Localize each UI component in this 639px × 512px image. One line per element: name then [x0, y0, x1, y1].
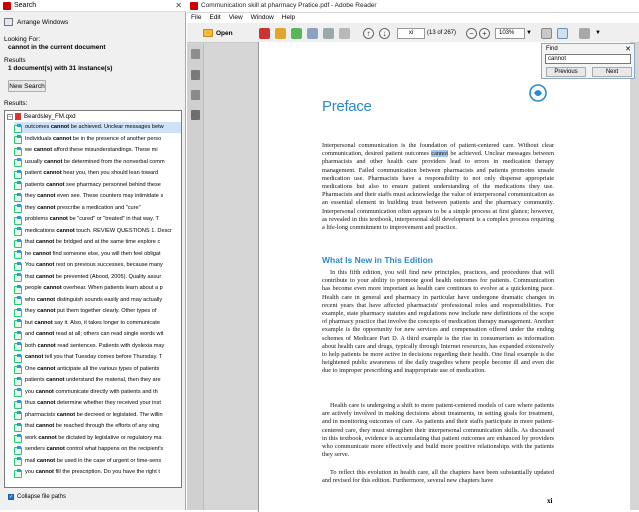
search-panel [0, 0, 186, 510]
tools-icon[interactable] [579, 28, 590, 39]
search-result-text: that cannot be reached through the efforts of any sing [25, 423, 160, 430]
search-result-row[interactable] [14, 467, 182, 478]
menu-file[interactable]: File [191, 14, 202, 21]
search-result-icon [14, 457, 22, 464]
arrange-windows-button[interactable] [4, 16, 68, 28]
search-result-text: senders cannot control what happens on the recipient's [25, 446, 164, 453]
search-result-text: work cannot be dictated by legislative or regulatory ma [25, 434, 162, 441]
search-result-text: thus cannot determine whether they received your inst [25, 400, 161, 407]
search-result-icon [14, 204, 22, 211]
search-result-text: they cannot even see. These counters may intimidate s [25, 193, 164, 200]
collapse-file-paths-checkbox[interactable] [8, 494, 66, 500]
search-result-icon [14, 262, 22, 269]
arrange-windows-icon [4, 18, 13, 26]
reader-titlebar [187, 0, 639, 12]
paragraph-intro-start: Interpersonal communication is the foundation of patient-centered care. Without clear communication, desired patient outcomes [322, 142, 554, 158]
search-result-text: that cannot be bridged and at the same time explore c [25, 239, 161, 246]
search-result-icon [14, 319, 22, 326]
search-result-icon [14, 181, 22, 188]
search-result-icon [14, 273, 22, 280]
search-result-row[interactable] [14, 318, 182, 329]
zoom-out-icon[interactable]: − [466, 28, 477, 39]
menu-window[interactable]: Window [250, 14, 274, 21]
search-result-text: people cannot overhear. When patients learn about a p [25, 285, 163, 292]
search-result-text: problems cannot be "cured" or "treated" in that way. T [25, 216, 159, 223]
search-result-icon [14, 193, 22, 200]
navigation-pane [187, 44, 204, 510]
search-result-row[interactable] [14, 387, 182, 398]
results-summary: 1 document(s) with 31 instance(s) [8, 65, 113, 72]
results-list[interactable] [4, 110, 182, 488]
pages-icon[interactable] [191, 49, 200, 59]
search-result-text: he cannot find someone else, you will then feel obligat [25, 250, 161, 257]
search-result-row[interactable] [14, 272, 182, 283]
paragraph-new-edition: In this fifth edition, you will find new principles, practices, and procedures that will contribute to your ability to promote good health outcomes for patients. Communication has become even more important as health care continues to evolve at a quickening pace. Health care in general and pharmacy in particular have undergone dramatic changes in recent years that have affected pharmacists' professional roles and responsibilities. For example, state pharmacy statutes and regulations now include new definitions of the scope of pharmacy practice that involve the concepts of medication therapy management. Another example is the opportunity for new services and compensation offered under the ending schemes of Medicare Part D. A third example is the rise in consumerism as information about health care and drugs, typically through Internet resources, has expanded extensively to help patients be more active in decisions regarding their health. One final example is the heightened public awareness of the daily tragedies where people become ill and even die due to improper prescribing and inappropriate use of medication. [322, 269, 554, 375]
checkbox-checked-icon[interactable]: ✓ [9, 494, 14, 500]
paragraph-intro-end: be achieved. Unclear messages between pharmacists and other health care providers lead to errors in medication therapy management. Failed communication between pharmacists and patients promotes unsafe medication use. Pharmacists have a responsibility to not only dispense appropriate medications but also to ensure patient understanding of the medications they use. Pharmacists and their staffs must acknowledge the value of interpersonal communication as an essential element in building trust between patients and the pharmacy community. Interpersonal communication often appears to be a simple process at first glance; however, as revealed in this textbook, interpersonal skill development is a complex process requiring a life-long commitment to improvement and practice. [322, 150, 555, 232]
zoom-in-icon[interactable]: + [479, 28, 490, 39]
search-result-icon [14, 400, 22, 407]
results-label: Results [4, 57, 26, 64]
menu-help[interactable]: Help [281, 14, 296, 21]
menu-bar [187, 13, 639, 23]
search-result-icon [14, 124, 22, 131]
search-titlebar [0, 0, 186, 12]
fit-page-icon[interactable] [541, 28, 552, 39]
find-input[interactable]: cannot [545, 54, 631, 64]
search-result-icon [14, 434, 22, 441]
search-result-icon [14, 147, 22, 154]
search-result-icon [14, 342, 22, 349]
search-result-text: mail cannot be used in the case of urgent or time-sens [25, 457, 162, 464]
paragraph-health-care-shift: Health care is undergoing a shift to more patient-centered models of care where patients are actively involved in making decisions about treatments, in setting goals for treatment, and in monitoring outcomes of care. As patients and their staffs participate in more patient-centered care, they must strengthen their interpersonal communication skills. As discussed in this textbook, evidence is accumulating that patient outcomes are enhanced by providers who communicate more effectively and build more positive relationships with the patients they serve. [322, 402, 554, 459]
search-result-text: cannot tell you that Tuesday comes before Thursday. T [25, 354, 163, 361]
looking-for-label: Looking For: [4, 36, 41, 43]
search-result-row[interactable] [14, 226, 182, 237]
zoom-dropdown-icon[interactable]: ▼ [526, 30, 532, 36]
page-count: (13 of 267) [427, 30, 457, 36]
search-result-row[interactable] [14, 444, 182, 455]
search-result-row[interactable] [14, 283, 182, 294]
menu-view[interactable]: View [228, 14, 243, 21]
search-result-row[interactable] [14, 410, 182, 421]
search-result-icon [14, 377, 22, 384]
find-next-button[interactable]: Next [592, 67, 632, 77]
search-result-row[interactable] [14, 329, 182, 340]
previous-page-icon[interactable]: ↑ [363, 28, 374, 39]
zoom-input[interactable]: 103% [495, 28, 525, 39]
result-file-row[interactable] [7, 112, 76, 121]
page-number-label: xi [547, 497, 553, 505]
search-result-text: pharmacists cannot be decreed or legislated. The willin [25, 411, 163, 418]
search-result-row[interactable] [14, 421, 182, 432]
search-result-text: You cannot rest on previous successes, because many [25, 262, 163, 269]
new-search-button[interactable]: New Search [8, 80, 46, 92]
search-result-text: they cannot prescribe a medication and "cure" [25, 204, 141, 211]
open-label: Open [216, 29, 233, 37]
results-heading: Results: [4, 100, 28, 107]
search-result-text: you cannot fill the prescription. Do you have the right t [25, 469, 160, 476]
attachments-icon[interactable] [191, 90, 200, 100]
search-result-text: who cannot distinguish sounds easily and may actually [25, 296, 163, 303]
share-icon[interactable] [275, 28, 286, 39]
close-icon[interactable]: ✕ [175, 1, 182, 10]
search-result-icon [14, 469, 22, 476]
create-pdf-icon[interactable] [259, 28, 270, 39]
search-result-row[interactable] [14, 134, 182, 145]
find-title: Find [546, 46, 558, 52]
search-result-row[interactable] [14, 122, 182, 133]
search-result-row[interactable] [14, 364, 182, 375]
layers-icon[interactable] [191, 110, 200, 120]
folder-icon [203, 29, 213, 37]
search-result-text: usually cannot be determined from the nonverbal comm [25, 158, 165, 165]
search-result-icon [14, 158, 22, 165]
search-result-icon [14, 411, 22, 418]
document-page [258, 42, 630, 512]
section-heading: What Is New in This Edition [322, 255, 433, 265]
search-result-text: both cannot read sentences. Patients with dyslexia may [25, 342, 165, 349]
search-result-icon [14, 170, 22, 177]
search-result-text: One cannot anticipate all the various types of patients [25, 365, 160, 372]
open-button[interactable] [203, 26, 233, 40]
search-result-text: you cannot communicate directly with patients and th [25, 388, 158, 395]
search-result-text: medications cannot touch. REVIEW QUESTIONS 1. Descr [25, 227, 173, 234]
search-result-icon [14, 227, 22, 234]
search-result-row[interactable] [14, 237, 182, 248]
search-result-icon [14, 216, 22, 223]
search-result-row[interactable] [14, 306, 182, 317]
search-result-row[interactable] [14, 145, 182, 156]
reader-window-title: Communication skill at pharmacy Pratice.pdf - Adobe Reader [201, 2, 377, 9]
print-icon[interactable] [323, 28, 334, 39]
search-result-row[interactable] [14, 260, 182, 271]
tools-dropdown-icon[interactable]: ▼ [595, 30, 601, 36]
search-result-icon [14, 135, 22, 142]
search-result-row[interactable] [14, 341, 182, 352]
search-result-text: they cannot put them together clearly. Other types of [25, 308, 157, 315]
save-icon[interactable] [307, 28, 318, 39]
find-previous-button[interactable]: Previous [546, 67, 586, 77]
search-result-row[interactable] [14, 168, 182, 179]
search-result-text: patients cannot understand the material, then they are [25, 377, 161, 384]
search-highlight: cannot [431, 150, 449, 158]
search-result-icon [14, 285, 22, 292]
search-result-icon [14, 388, 22, 395]
search-result-icon [14, 239, 22, 246]
search-result-row[interactable] [14, 157, 182, 168]
search-result-icon [14, 423, 22, 430]
looking-for-value: cannot in the current document [8, 44, 106, 51]
collapse-file-paths-label: Collapse file paths [17, 494, 67, 500]
search-result-row[interactable] [14, 191, 182, 202]
search-result-text: but cannot say it. Also, it takes longer to communicate [25, 319, 160, 326]
adobe-reader-icon [3, 2, 11, 10]
paragraph-evolution: To reflect this evolution in health care, all the chapters have been substantially updated and revised for this edition. Furthermore, several new chapters have [322, 469, 554, 485]
search-result-text: Individuals cannot be in the presence of another perso [25, 135, 162, 142]
page-number-input[interactable]: xi [397, 28, 425, 39]
search-result-icon [14, 296, 22, 303]
result-file-name: Beardsley_FM.qxd [24, 113, 76, 120]
search-result-row[interactable] [14, 249, 182, 260]
page-title: Preface [322, 98, 372, 115]
menu-edit[interactable]: Edit [209, 14, 221, 21]
search-result-row[interactable] [14, 375, 182, 386]
search-result-text: patients cannot see pharmacy personnel behind these [25, 181, 161, 188]
search-result-icon [14, 331, 22, 338]
search-result-row[interactable] [14, 456, 182, 467]
paragraph-intro [322, 142, 554, 232]
search-result-text: that cannot be prevented (Abood, 2005). Quality assur [25, 273, 162, 280]
search-result-row[interactable] [14, 352, 182, 363]
collapse-toggle-icon[interactable]: − [8, 113, 12, 120]
adobe-reader-icon [190, 2, 198, 10]
search-result-row[interactable] [14, 180, 182, 191]
search-result-icon [14, 446, 22, 453]
search-window-title: Search [14, 2, 37, 9]
search-result-icon [14, 308, 22, 315]
email-icon[interactable] [339, 28, 350, 39]
search-result-row[interactable] [14, 433, 182, 444]
find-close-icon[interactable]: ✕ [625, 46, 631, 53]
search-result-text: patient cannot hear you, then you should lean toward [25, 170, 159, 177]
search-result-text: outcomes cannot be achieved. Unclear messages betw [25, 124, 164, 131]
search-result-row[interactable] [14, 398, 182, 409]
search-result-row[interactable] [14, 203, 182, 214]
publisher-logo-icon [529, 84, 547, 102]
search-result-text: and cannot read at all; others can read single words wit [25, 331, 164, 338]
search-result-text: we cannot afford these misunderstandings. These mi [25, 147, 158, 154]
search-result-icon [14, 365, 22, 372]
fit-width-icon[interactable] [557, 28, 568, 39]
toolbar [187, 23, 639, 43]
find-toolbar [541, 43, 635, 79]
upload-icon[interactable] [291, 28, 302, 39]
pdf-file-icon [15, 113, 21, 120]
next-page-icon[interactable]: ↓ [379, 28, 390, 39]
arrange-windows-label: Arrange Windows [17, 18, 69, 26]
bookmarks-icon[interactable] [191, 70, 200, 80]
search-result-row[interactable] [14, 214, 182, 225]
search-result-row[interactable] [14, 295, 182, 306]
search-result-icon [14, 250, 22, 257]
search-result-icon [14, 354, 22, 361]
